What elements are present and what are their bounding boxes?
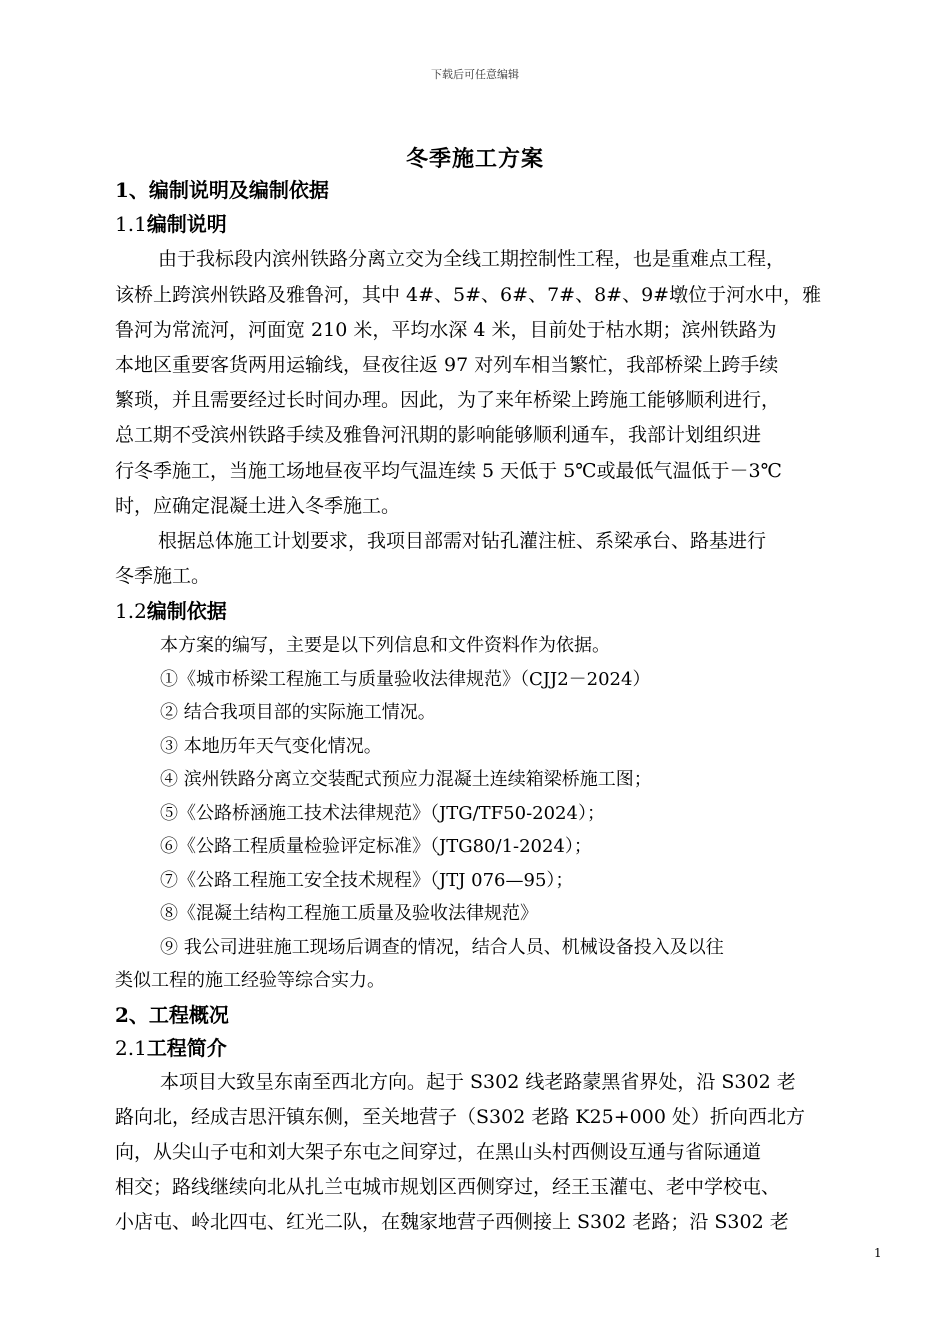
paragraph-line: 鲁河为常流河，河面宽 210 米，平均水深 4 米，目前处于枯水期；滨州铁路为 <box>115 319 777 341</box>
paragraph-line: 向，从尖山子屯和刘大架子东屯之间穿过，在黑山头村西侧设互通与省际通道 <box>115 1141 762 1163</box>
section-heading-2-1 <box>115 1036 227 1060</box>
heading-number: 2.1 <box>115 1036 147 1060</box>
paragraph-line: 由于我标段内滨州铁路分离立交为全线工期控制性工程，也是重难点工程， <box>158 248 786 270</box>
basis-item: ①《城市桥梁工程施工与质量验收法律规范》（CJJ2－2024） <box>160 669 651 690</box>
basis-item: ⑨ 我公司进驻施工现场后调查的情况，结合人员、机械设备投入及以往 <box>160 937 724 958</box>
paragraph-line: 冬季施工。 <box>115 565 211 587</box>
section-heading-1: 1、编制说明及编制依据 <box>115 178 329 202</box>
basis-item: ④ 滨州铁路分离立交装配式预应力混凝土连续箱梁桥施工图； <box>160 769 652 790</box>
paragraph-line: 小店屯、岭北四屯、红光二队，在魏家地营子西侧接上 S302 老路；沿 S302 老 <box>115 1211 789 1233</box>
basis-intro: 本方案的编写，主要是以下列信息和文件资料作为依据。 <box>160 635 610 656</box>
paragraph-line: 总工期不受滨州铁路手续及雅鲁河汛期的影响能够顺利通车，我部计划组织进 <box>115 424 762 446</box>
page-header: 下载后可任意编辑 <box>431 68 519 81</box>
page-number: 1 <box>874 1246 882 1260</box>
basis-item: ⑧《混凝土结构工程施工质量及验收法律规范》 <box>160 903 538 924</box>
paragraph-line: 行冬季施工，当施工场地昼夜平均气温连续 5 天低于 5℃或最低气温低于－3℃ <box>115 460 782 482</box>
paragraph-line: 繁琐，并且需要经过长时间办理。因此，为了来年桥梁上跨施工能够顺利进行， <box>115 389 781 411</box>
basis-item: ③ 本地历年天气变化情况。 <box>160 736 382 757</box>
basis-item: ⑤《公路桥涵施工技术法律规范》（JTG/TF50-2024）； <box>160 803 605 824</box>
paragraph-line: 该桥上跨滨州铁路及雅鲁河，其中 4#、5#、6#、7#、8#、9#墩位于河水中，雅 <box>115 284 822 306</box>
paragraph-line: 本地区重要客货两用运输线，昼夜往返 97 对列车相当繁忙，我部桥梁上跨手续 <box>115 354 779 376</box>
basis-item-continued: 类似工程的施工经验等综合实力。 <box>115 970 385 991</box>
section-heading-1-1 <box>115 212 227 236</box>
heading-number: 1.1 <box>115 212 147 236</box>
paragraph-line: 路向北，经成吉思汗镇东侧，至关地营子（S302 老路 K25+000 处）折向西北方 <box>115 1106 805 1128</box>
paragraph-line: 相交；路线继续向北从扎兰屯城市规划区西侧穿过，经王玉灌屯、老中学校屯、 <box>115 1176 781 1198</box>
document-title: 冬季施工方案 <box>405 146 544 172</box>
section-heading-1-2 <box>115 599 227 623</box>
paragraph-line: 根据总体施工计划要求，我项目部需对钻孔灌注桩、系梁承台、路基进行 <box>158 530 767 552</box>
heading-label: 工程简介 <box>146 1036 227 1060</box>
basis-item: ② 结合我项目部的实际施工情况。 <box>160 702 436 723</box>
paragraph-line: 本项目大致呈东南至西北方向。起于 S302 线老路蒙黑省界处，沿 S302 老 <box>160 1071 796 1093</box>
heading-label: 编制说明 <box>146 212 227 236</box>
paragraph-line: 时，应确定混凝土进入冬季施工。 <box>115 495 401 517</box>
basis-item: ⑦《公路工程施工安全技术规程》（JTJ 076—95）； <box>160 870 574 891</box>
section-heading-2: 2、工程概况 <box>115 1003 229 1027</box>
heading-number: 1.2 <box>115 599 147 623</box>
basis-item: ⑥《公路工程质量检验评定标准》（JTG80/1-2024）； <box>160 836 592 857</box>
heading-label: 编制依据 <box>146 599 227 623</box>
